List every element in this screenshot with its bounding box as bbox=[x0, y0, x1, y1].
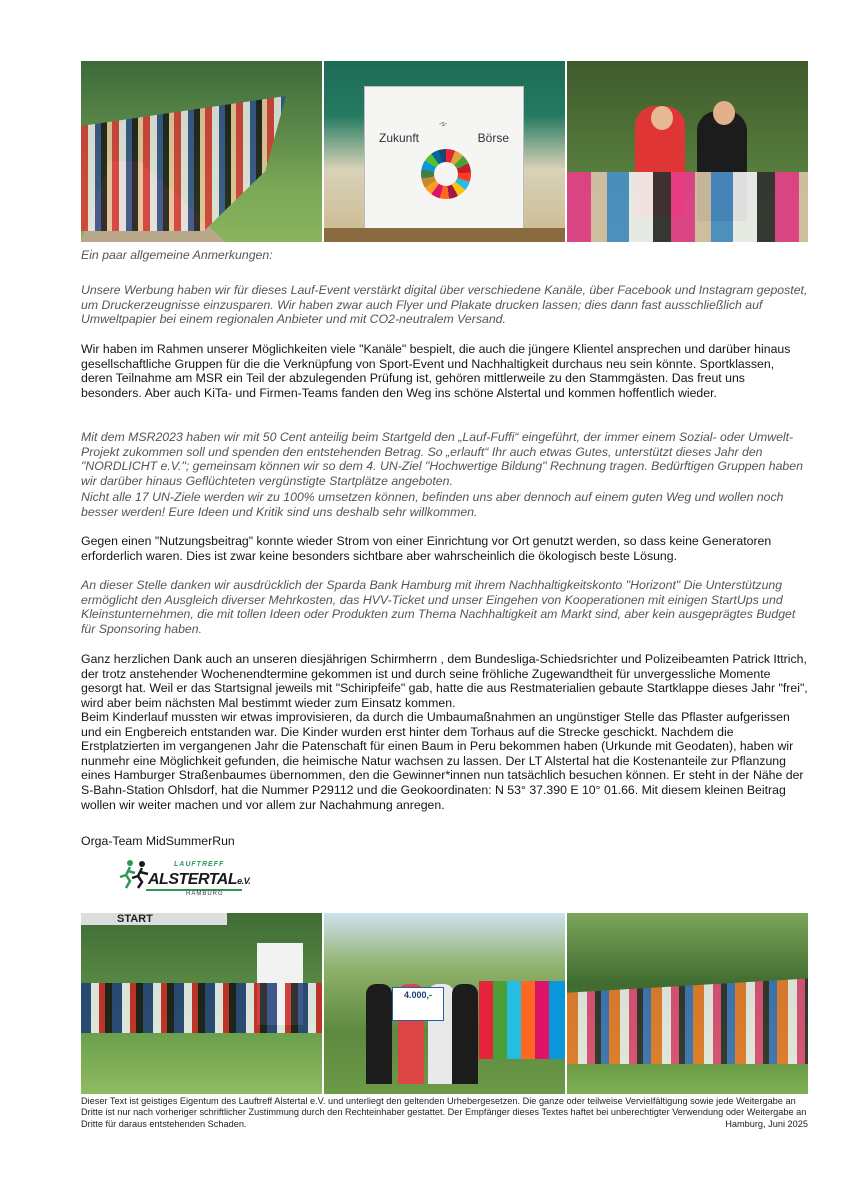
paragraph-un-goals: Nicht alle 17 UN-Ziele werden wir zu 100% umsetzen können, befinden uns aber dennoch auf einem guten Weg und wollen noch besser werden! Eure Ideen und Kritik sind uns deshalb sehr willkommen. bbox=[81, 490, 784, 519]
signature: Orga-Team MidSummerRun bbox=[81, 834, 235, 848]
photo-start-runners bbox=[81, 913, 322, 1094]
paragraph-advertising: Unsere Werbung haben wir für dieses Lauf-Event verstärkt digital über verschiedene Kanäle, über Facebook und Instagram gepostet, um Druckerzeugnisse einzusparen. Wir haben zwar auch Flyer und Plakate drucken lassen; dies dann fast ausschließlich auf Umweltpapier bei einem regionalen Anbieter und mit CO2-neutralem Versand. bbox=[81, 283, 808, 327]
photo-speakers-with-microphone bbox=[567, 61, 808, 242]
photo-zukunftsboerse-booth bbox=[324, 61, 565, 242]
booth-sign-small: -s- bbox=[439, 121, 448, 128]
heading: Ein paar allgemeine Anmerkungen: bbox=[81, 248, 273, 262]
paragraph-kids-run: Beim Kinderlauf mussten wir etwas improvisieren, da durch die Umbaumaßnahmen an ungünstiger Stelle das Pflaster aufgerissen und ein Engbereich entstanden war. Die Kinder wurden erst hinter dem Torhaus auf die Strecke geschickt. Nachdem die Erstplatzierten im vergangenen Jahr die Patenschaft für einen Baum in Peru bekommen haben (Urkunde mit Geodaten), haben wir nunmehr eine Möglichkeit gefunden, die heimische Natur wachsen zu lassen. Der LT Alstertal hat die Kostenanteile zur Pflanzung eines Hamburger Straßenbaumes übernommen, den die Gewinner*innen nun tatsächlich besuchen können. Er steht in der Nähe der S-Bahn-Station Ohlsdorf, hat die Nummer P29112 und die Geokoordinaten: N 53° 37.390 E 10° 01.66. Mit diesem kleinen Beitrag wollen wir weiter machen und vor allem zur Nachahmung anregen. bbox=[81, 710, 804, 812]
logo-city: HAMBURG bbox=[186, 891, 224, 897]
logo-name: ALSTERTALe.V. bbox=[148, 871, 251, 888]
paragraph-lauf-fuffi: Mit dem MSR2023 haben wir mit 50 Cent anteilig beim Startgeld den „Lauf-Fuffi“ eingeführt, der immer einem Sozial- oder Umwelt-Projekt zukommen soll und spenden den entstehenden Betrag. So „erlauft“ Ihr auch etwas Gutes, unterstützt dieses Jahr den "NORDLICHT e.V."; gemeinsam können wir so dem 4. UN-Ziel "Hochwertige Bildung" Rechnung tragen. Bedürftigen Gruppen haben wir darüber hinaus Geflüchteten vergünstigte Startplätze angeboten. bbox=[81, 430, 803, 488]
paragraph-patron-thanks: Ganz herzlichen Dank auch an unseren diesjährigen Schirmherrn , dem Bundesliga-Schiedsrichter und Polizeibeamten Patrick Ittrich, der trotz anstehender Wochenendtermine gekommen ist und durch seine fröhliche Zugewandtheit für unvergessliche Momente gesorgt hat. Weil er das Startsignal jeweils mit "Schiripfeife" gab, hatte die aus Restmaterialien gebaute Startklappe dieses Jahr "frei", wird aber beim nächsten Mal bestimmt wieder zum Einsatz kommen. bbox=[81, 652, 808, 710]
photo-runners-on-path bbox=[81, 61, 322, 242]
booth-sign-right: Börse bbox=[477, 131, 509, 145]
paragraph-sparda-thanks: An dieser Stelle danken wir ausdrücklich der Sparda Bank Hamburg mit ihrem Nachhaltigkeitskonto "Horizont" Die Unterstützung ermöglicht den Ausgleich diverser Mehrkosten, das HVV-Ticket und unser Eingehen von Kooperationen mit einigen StartUps und Kleinstunternehmen, die mit tollen Ideen oder Produkten zum Thema Nachhaltigkeit am Markt sind, aber kein ausgeprägtes Budget für Sponsoring haben. bbox=[81, 578, 796, 636]
booth-sign-left: Zukunft bbox=[379, 131, 420, 145]
photo-kids-group bbox=[567, 913, 808, 1094]
donation-check: 4.000,- bbox=[392, 987, 444, 1021]
paragraph-electricity: Gegen einen "Nutzungsbeitrag" konnte wieder Strom von einer Einrichtung vor Ort genutzt werden, so dass keine Generatoren erforderlich waren. Dies ist zwar keine besonders sichtbare aber wahrscheinlich die ökologisch beste Lösung. bbox=[81, 534, 772, 563]
logo-small-text: LAUFTREFF bbox=[174, 861, 225, 868]
runners-logo-icon bbox=[118, 859, 152, 889]
start-banner: START bbox=[81, 913, 227, 925]
lauftreff-alstertal-logo bbox=[118, 855, 251, 901]
top-photo-strip bbox=[81, 61, 808, 242]
sdg-wheel-icon bbox=[421, 149, 471, 199]
paragraph-channels: Wir haben im Rahmen unserer Möglichkeiten viele "Kanäle" bespielt, die auch die jüngere Klientel ansprechen und darüber hinaus gesellschaftliche Gruppen für die die Verknüpfung von Sport-Event und Nachhaltigkeit durchaus neu sein könnte. Sportklassen, deren Teilnahme am MSR ein Teil der abzulegenden Prüfung ist, gehören mittlerweile zu den Stammgästen. Das freut uns besonders. Aber auch KiTa- und Firmen-Teams fanden den Weg ins schöne Alstertal und kommen hoffentlich wieder. bbox=[81, 342, 791, 400]
place-and-date: Hamburg, Juni 2025 bbox=[725, 1119, 808, 1129]
bottom-photo-strip bbox=[81, 913, 808, 1094]
photo-check-handover bbox=[324, 913, 565, 1094]
copyright-notice: Dieser Text ist geistiges Eigentum des Lauftreff Alstertal e.V. und unterliegt den geltenden Urhebergesetzen. Die ganze oder teilweise Vervielfältigung sowie jede Weitergabe an Dritte ist nur nach vorheriger schriftlicher Zustimmung durch den Rechteinhaber gestattet. Der Empfänger dieses Textes haftet bei unberechtigter Verwendung oder Weitergabe an Dritte für daraus entstehenden Schaden. bbox=[81, 1096, 807, 1129]
booth-sign bbox=[364, 86, 524, 233]
